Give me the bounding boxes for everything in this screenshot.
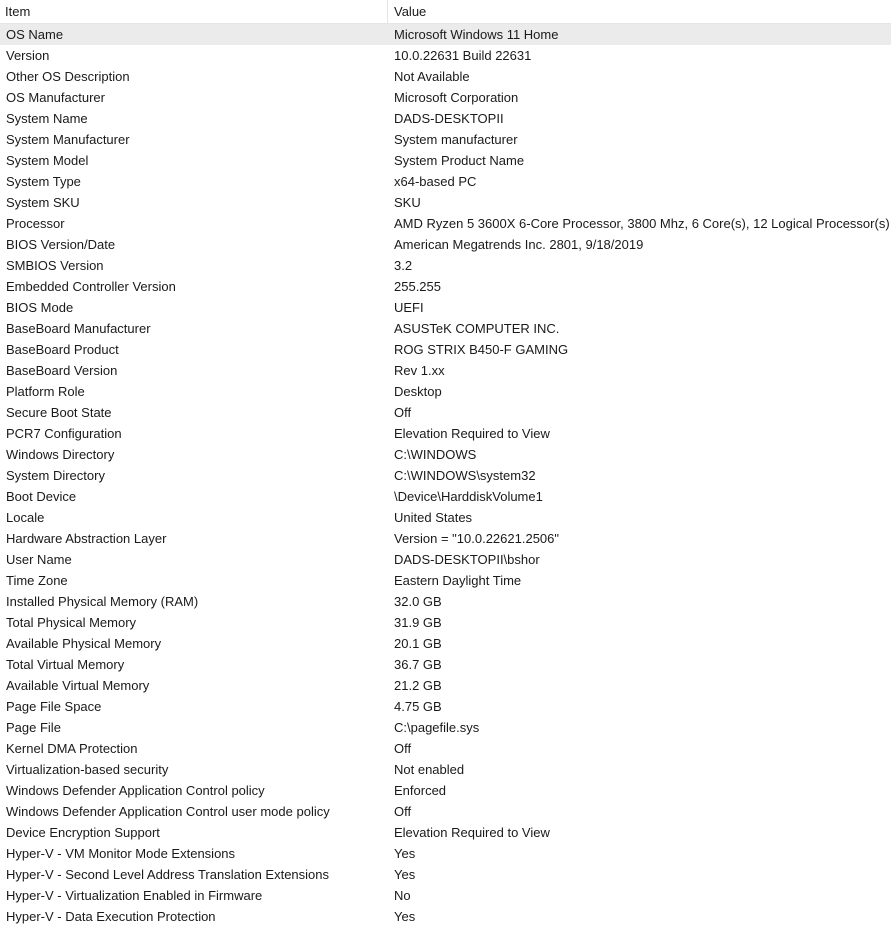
row-item-cell: Other OS Description (6, 69, 130, 84)
table-row[interactable] (0, 633, 891, 654)
row-item-cell: Hyper-V - Second Level Address Translation Extensions (6, 867, 330, 882)
row-item-cell: System Type (6, 174, 81, 189)
row-value-cell: 20.1 GB (394, 636, 442, 651)
row-value-cell: No (394, 888, 411, 903)
table-row[interactable] (0, 696, 891, 717)
table-row[interactable] (0, 822, 891, 843)
row-value-cell: \Device\HarddiskVolume1 (394, 489, 543, 504)
row-item-cell: Embedded Controller Version (6, 279, 176, 294)
row-value-cell: ROG STRIX B450-F GAMING (394, 342, 569, 357)
row-value-cell: 36.7 GB (394, 657, 442, 672)
table-row[interactable] (0, 402, 891, 423)
row-item-cell: System Name (6, 111, 88, 126)
row-item-cell: Device Encryption Support (6, 825, 160, 840)
row-value-cell: Off (394, 405, 412, 420)
row-item-cell: SMBIOS Version (6, 258, 104, 273)
row-value-cell: Microsoft Corporation (394, 90, 519, 105)
table-row[interactable] (0, 150, 891, 171)
row-item-cell: Windows Directory (6, 447, 115, 462)
row-item-cell: Hyper-V - Virtualization Enabled in Firmware (6, 888, 263, 903)
table-row[interactable] (0, 129, 891, 150)
row-item-cell: System Directory (6, 468, 105, 483)
row-item-cell: Virtualization-based security (6, 762, 169, 777)
row-item-cell: Time Zone (6, 573, 68, 588)
row-value-cell: SKU (394, 195, 421, 210)
table-row[interactable] (0, 66, 891, 87)
table-row[interactable] (0, 885, 891, 906)
row-item-cell: Secure Boot State (6, 405, 112, 420)
row-item-cell: Boot Device (6, 489, 77, 504)
table-row[interactable] (0, 570, 891, 591)
row-value-cell: Yes (394, 867, 416, 882)
row-value-cell: Elevation Required to View (394, 426, 550, 441)
row-value-cell: United States (394, 510, 473, 525)
row-value-cell: AMD Ryzen 5 3600X 6-Core Processor, 3800 Mhz, 6 Core(s), 12 Logical Processor(s) (394, 216, 890, 231)
table-row[interactable] (0, 255, 891, 276)
table-row[interactable] (0, 45, 891, 66)
table-row[interactable] (0, 423, 891, 444)
row-item-cell: BaseBoard Product (6, 342, 119, 357)
row-item-cell: Windows Defender Application Control policy (6, 783, 265, 798)
row-item-cell: OS Name (6, 27, 64, 42)
row-item-cell: Locale (6, 510, 45, 525)
row-item-cell: System Manufacturer (6, 132, 130, 147)
row-value-cell: 21.2 GB (394, 678, 442, 693)
table-row[interactable] (0, 738, 891, 759)
row-item-cell: Page File Space (6, 699, 102, 714)
table-row[interactable] (0, 717, 891, 738)
row-value-cell: 255.255 (394, 279, 441, 294)
table-row[interactable] (0, 213, 891, 234)
table-row[interactable] (0, 318, 891, 339)
table-row[interactable] (0, 87, 891, 108)
row-value-cell: Rev 1.xx (394, 363, 445, 378)
row-item-cell: BIOS Version/Date (6, 237, 116, 252)
column-header-value[interactable]: Value (394, 4, 427, 19)
row-item-cell: OS Manufacturer (6, 90, 105, 105)
table-header (0, 0, 891, 24)
row-item-cell: Installed Physical Memory (RAM) (6, 594, 199, 609)
table-row[interactable] (0, 654, 891, 675)
table-row[interactable] (0, 24, 891, 45)
table-row[interactable] (0, 549, 891, 570)
row-value-cell: American Megatrends Inc. 2801, 9/18/2019 (394, 237, 644, 252)
table-row[interactable] (0, 171, 891, 192)
row-value-cell: C:\pagefile.sys (394, 720, 480, 735)
row-item-cell: Processor (6, 216, 65, 231)
row-value-cell: System manufacturer (394, 132, 518, 147)
row-item-cell: Hyper-V - Data Execution Protection (6, 909, 216, 924)
row-value-cell: UEFI (394, 300, 424, 315)
row-value-cell: 32.0 GB (394, 594, 442, 609)
row-item-cell: Windows Defender Application Control user mode policy (6, 804, 330, 819)
row-item-cell: Available Physical Memory (6, 636, 162, 651)
row-item-cell: Kernel DMA Protection (6, 741, 138, 756)
row-item-cell: PCR7 Configuration (6, 426, 122, 441)
row-value-cell: C:\WINDOWS (394, 447, 477, 462)
table-row[interactable] (0, 465, 891, 486)
table-row[interactable] (0, 360, 891, 381)
table-row[interactable] (0, 591, 891, 612)
row-value-cell: DADS-DESKTOPII\bshor (394, 552, 540, 567)
table-row[interactable] (0, 192, 891, 213)
row-item-cell: Hyper-V - VM Monitor Mode Extensions (6, 846, 236, 861)
row-value-cell: Eastern Daylight Time (394, 573, 522, 588)
row-item-cell: Total Virtual Memory (6, 657, 125, 672)
row-value-cell: 10.0.22631 Build 22631 (394, 48, 532, 63)
row-value-cell: System Product Name (394, 153, 525, 168)
table-row[interactable] (0, 759, 891, 780)
row-value-cell: C:\WINDOWS\system32 (394, 468, 536, 483)
row-item-cell: BaseBoard Version (6, 363, 118, 378)
row-value-cell: Not enabled (394, 762, 465, 777)
table-row[interactable] (0, 381, 891, 402)
row-item-cell: User Name (6, 552, 72, 567)
row-value-cell: 31.9 GB (394, 615, 442, 630)
row-item-cell: Version (6, 48, 50, 63)
row-value-cell: Elevation Required to View (394, 825, 550, 840)
row-value-cell: 3.2 (394, 258, 413, 273)
table-row[interactable] (0, 108, 891, 129)
row-value-cell: Off (394, 804, 412, 819)
row-value-cell: Off (394, 741, 412, 756)
row-item-cell: Available Virtual Memory (6, 678, 150, 693)
table-row[interactable] (0, 801, 891, 822)
table-row[interactable] (0, 906, 891, 927)
row-item-cell: System Model (6, 153, 89, 168)
row-item-cell: BIOS Mode (6, 300, 74, 315)
table-row[interactable] (0, 675, 891, 696)
table-row[interactable] (0, 528, 891, 549)
table-body (0, 24, 891, 927)
row-value-cell: x64-based PC (394, 174, 477, 189)
column-header-item[interactable]: Item (5, 4, 31, 19)
row-item-cell: Platform Role (6, 384, 85, 399)
table-row[interactable] (0, 276, 891, 297)
table-row[interactable] (0, 612, 891, 633)
row-value-cell: Microsoft Windows 11 Home (394, 27, 559, 42)
row-value-cell: ASUSTeK COMPUTER INC. (394, 321, 560, 336)
table-row[interactable] (0, 234, 891, 255)
table-row[interactable] (0, 864, 891, 885)
table-row[interactable] (0, 507, 891, 528)
row-item-cell: BaseBoard Manufacturer (6, 321, 151, 336)
row-value-cell: Version = "10.0.22621.2506" (394, 531, 560, 546)
row-value-cell: DADS-DESKTOPII (394, 111, 504, 126)
table-row[interactable] (0, 444, 891, 465)
table-row[interactable] (0, 297, 891, 318)
table-row[interactable] (0, 843, 891, 864)
table-row[interactable] (0, 780, 891, 801)
row-item-cell: Page File (6, 720, 61, 735)
table-row[interactable] (0, 486, 891, 507)
row-item-cell: System SKU (6, 195, 80, 210)
row-value-cell: Yes (394, 846, 416, 861)
row-value-cell: Enforced (394, 783, 447, 798)
row-value-cell: Not Available (394, 69, 470, 84)
table-row[interactable] (0, 339, 891, 360)
row-value-cell: 4.75 GB (394, 699, 442, 714)
row-item-cell: Total Physical Memory (6, 615, 137, 630)
row-value-cell: Yes (394, 909, 416, 924)
row-item-cell: Hardware Abstraction Layer (6, 531, 167, 546)
row-value-cell: Desktop (394, 384, 442, 399)
